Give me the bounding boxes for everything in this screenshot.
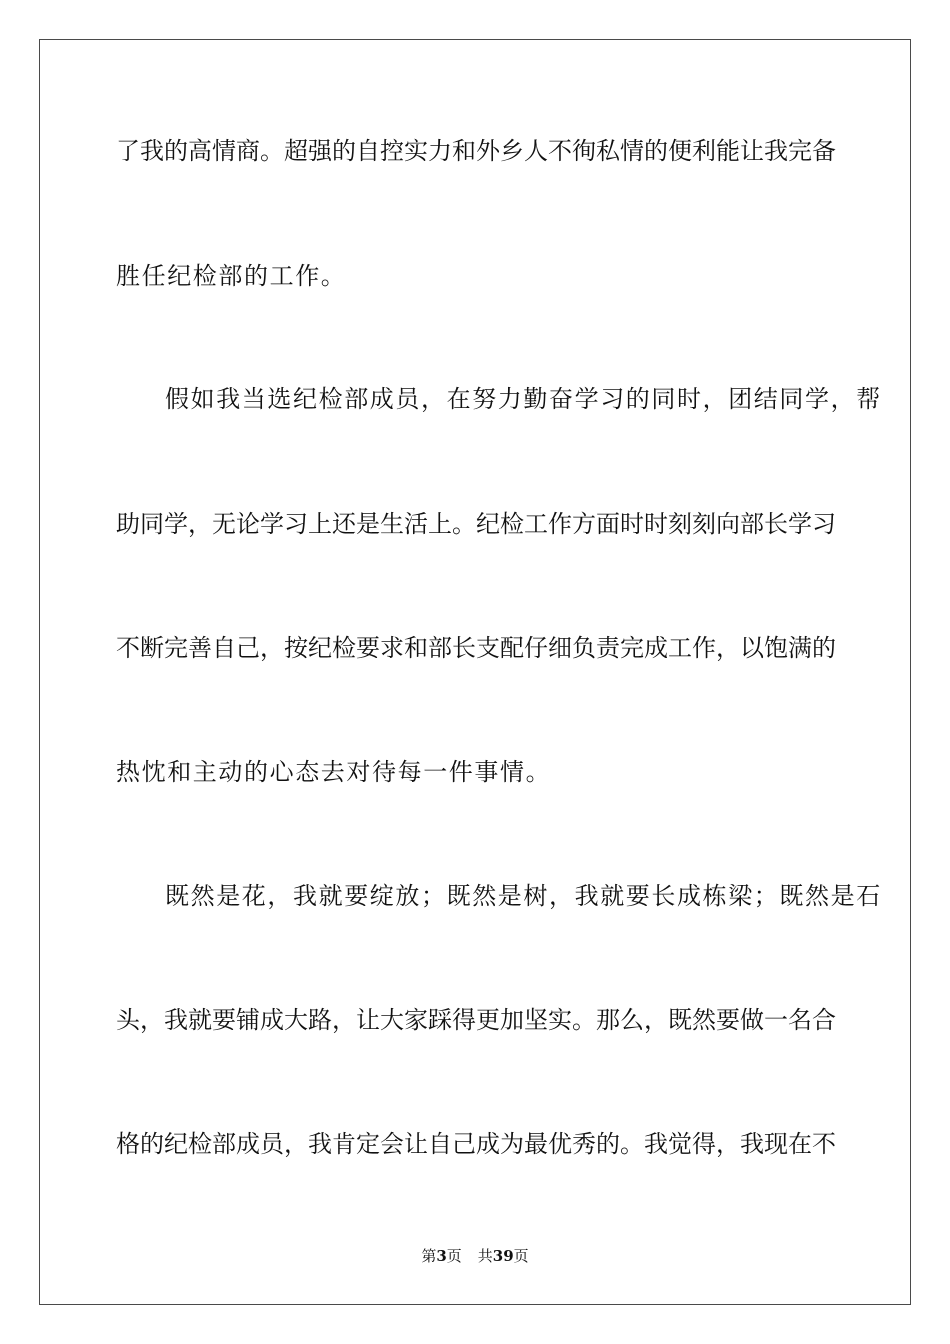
text-line: 头，我就要铺成大路，让大家踩得更加坚实。那么，既然要做一名合	[116, 1006, 836, 1034]
text-line: 不断完善自己，按纪检要求和部长支配仔细负责完成工作，以饱满的	[116, 634, 836, 662]
text-line: 格的纪检部成员，我肯定会让自己成为最优秀的。我觉得，我现在不	[116, 1130, 836, 1158]
total-prefix: 共	[477, 1247, 493, 1265]
page-footer	[0, 1246, 950, 1266]
text-line: 助同学，无论学习上还是生活上。纪检工作方面时时刻刻向部长学习	[116, 510, 836, 538]
text-line: 热忱和主动的心态去对待每一件事情。	[116, 758, 552, 786]
total-suffix: 页	[513, 1247, 529, 1265]
paragraph-first-line: 既然是花，我就要绽放；既然是树，我就要长成栋梁；既然是石	[165, 882, 882, 910]
total-pages: 39	[492, 1247, 514, 1265]
text-line: 胜任纪检部的工作。	[116, 262, 347, 290]
page-border	[39, 39, 911, 1305]
page-number: 3	[436, 1247, 447, 1265]
text-line: 了我的高情商。超强的自控实力和外乡人不徇私情的便利能让我完备	[116, 137, 836, 165]
paragraph-first-line: 假如我当选纪检部成员，在努力勤奋学习的同时，团结同学，帮	[165, 385, 882, 413]
page-suffix: 页	[446, 1247, 462, 1265]
page-prefix: 第	[421, 1247, 437, 1265]
